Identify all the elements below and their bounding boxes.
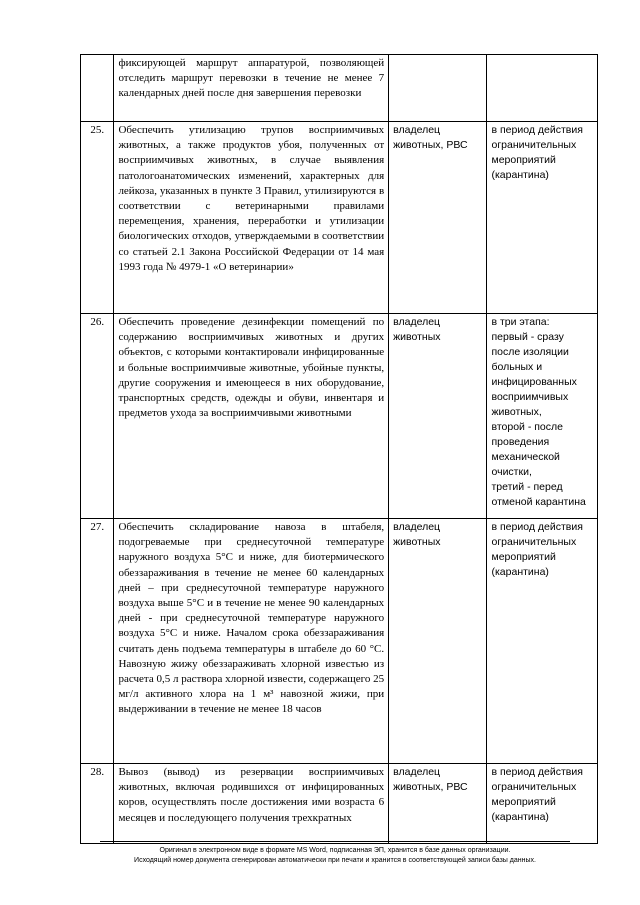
- measures-table: [80, 54, 598, 844]
- term-cell: [487, 314, 598, 519]
- table-row: [81, 764, 598, 844]
- responsible-text: владелец животных: [393, 316, 441, 343]
- row-number: [81, 55, 114, 122]
- footer-line-number: Исходящий номер документа сгенерирован автоматически при печати и хранится в соответствующей записи базы данных.: [134, 857, 536, 864]
- responsible-cell: [389, 519, 487, 764]
- row-number: 25.: [81, 122, 114, 314]
- measure-text: Обеспечить проведение дезинфекции помещений по содержанию восприимчивых животных и других объектов, с которыми контактировали инфицированные и больные восприимчивые животные, убойные пункты, другие сооружения и имеющееся в них оборудование, транспортных средств, одежды и обуви, инвентаря и предметов ухода за восприимчивыми животными: [118, 316, 385, 420]
- measure-text: Обеспечить утилизацию трупов восприимчивых животных, а также продуктов убоя, полученных от восприимчивых животных, в случае выявления патологоанатомических изменений, характерных для лейкоза, указанных в пункте 3 Правил, утилизируются в соответствии с ветеринарными правилами перемещения, хранения, переработки и утилизации биологических отходов, утверждаемыми в соответствии со статьей 2.1 Закона Российской Федерации от 14 мая 1993 года № 4979-1 «О ветеринарии»: [118, 124, 385, 273]
- term-cell: [487, 55, 598, 122]
- responsible-cell: [389, 764, 487, 844]
- table-row: [81, 519, 598, 764]
- table-row: [81, 314, 598, 519]
- responsible-text: владелец животных, РВС: [393, 766, 468, 793]
- measure-cell: [114, 314, 389, 519]
- responsible-text: владелец животных, РВС: [393, 124, 468, 151]
- term-cell: [487, 122, 598, 314]
- measure-cell: [114, 764, 389, 844]
- term-text: в период действия ограничительных мероприятий (карантина): [491, 766, 583, 823]
- measure-text: Обеспечить складирование навоза в штабеля, подогреваемые при среднесуточной температуре наружного воздуха 5°С и ниже, для биотермического обеззараживания в течение не менее 60 календарных дней – при среднесуточной температуре наружного воздуха выше 5°С и в течение не менее 90 календарных дней - при среднесуточной температуре наружного воздуха 5°С и ниже. Началом срока обеззараживания считать день подъема температуры в штабеле до 60 °С. Навозную жижу обеззараживать хлорной известью из расчета 0,5 л раствора хлорной извести, содержащего 25 мг/л активного хлора на 1 м³ навозной жижи, при выдерживании в течение не менее 18 часов: [118, 521, 385, 716]
- measure-text: Вывоз (вывод) из резервации восприимчивых животных, включая родившихся от инфицированных коров, осуществлять после достижения ими возраста 6 месяцев и последующего получения трехкратных: [118, 766, 385, 824]
- term-cell: [487, 764, 598, 844]
- responsible-text: владелец животных: [393, 521, 441, 548]
- measure-cell: [114, 122, 389, 314]
- responsible-cell: [389, 122, 487, 314]
- row-number: 27.: [81, 519, 114, 764]
- measure-cell: [114, 55, 389, 122]
- document-footer: [100, 841, 570, 866]
- footer-line-original: Оригинал в электронном виде в формате MS Word, подписанная ЭП, хранится в базе данных организации.: [159, 847, 511, 854]
- responsible-cell: [389, 55, 487, 122]
- table-row: [81, 55, 598, 122]
- table-row: [81, 122, 598, 314]
- term-text: в период действия ограничительных мероприятий (карантина): [491, 521, 583, 578]
- measure-cell: [114, 519, 389, 764]
- row-number: 26.: [81, 314, 114, 519]
- term-text: в три этапа: первый - сразу после изоляции больных и инфицированных восприимчивых животных, второй - после проведения механической очистки, третий - перед отменой карантина: [491, 316, 586, 508]
- term-cell: [487, 519, 598, 764]
- responsible-cell: [389, 314, 487, 519]
- measure-text: фиксирующей маршрут аппаратурой, позволяющей отследить маршрут перевозки в течение не менее 7 календарных дней после дня завершения перевозки: [118, 57, 385, 100]
- row-number: 28.: [81, 764, 114, 844]
- term-text: в период действия ограничительных мероприятий (карантина): [491, 124, 583, 181]
